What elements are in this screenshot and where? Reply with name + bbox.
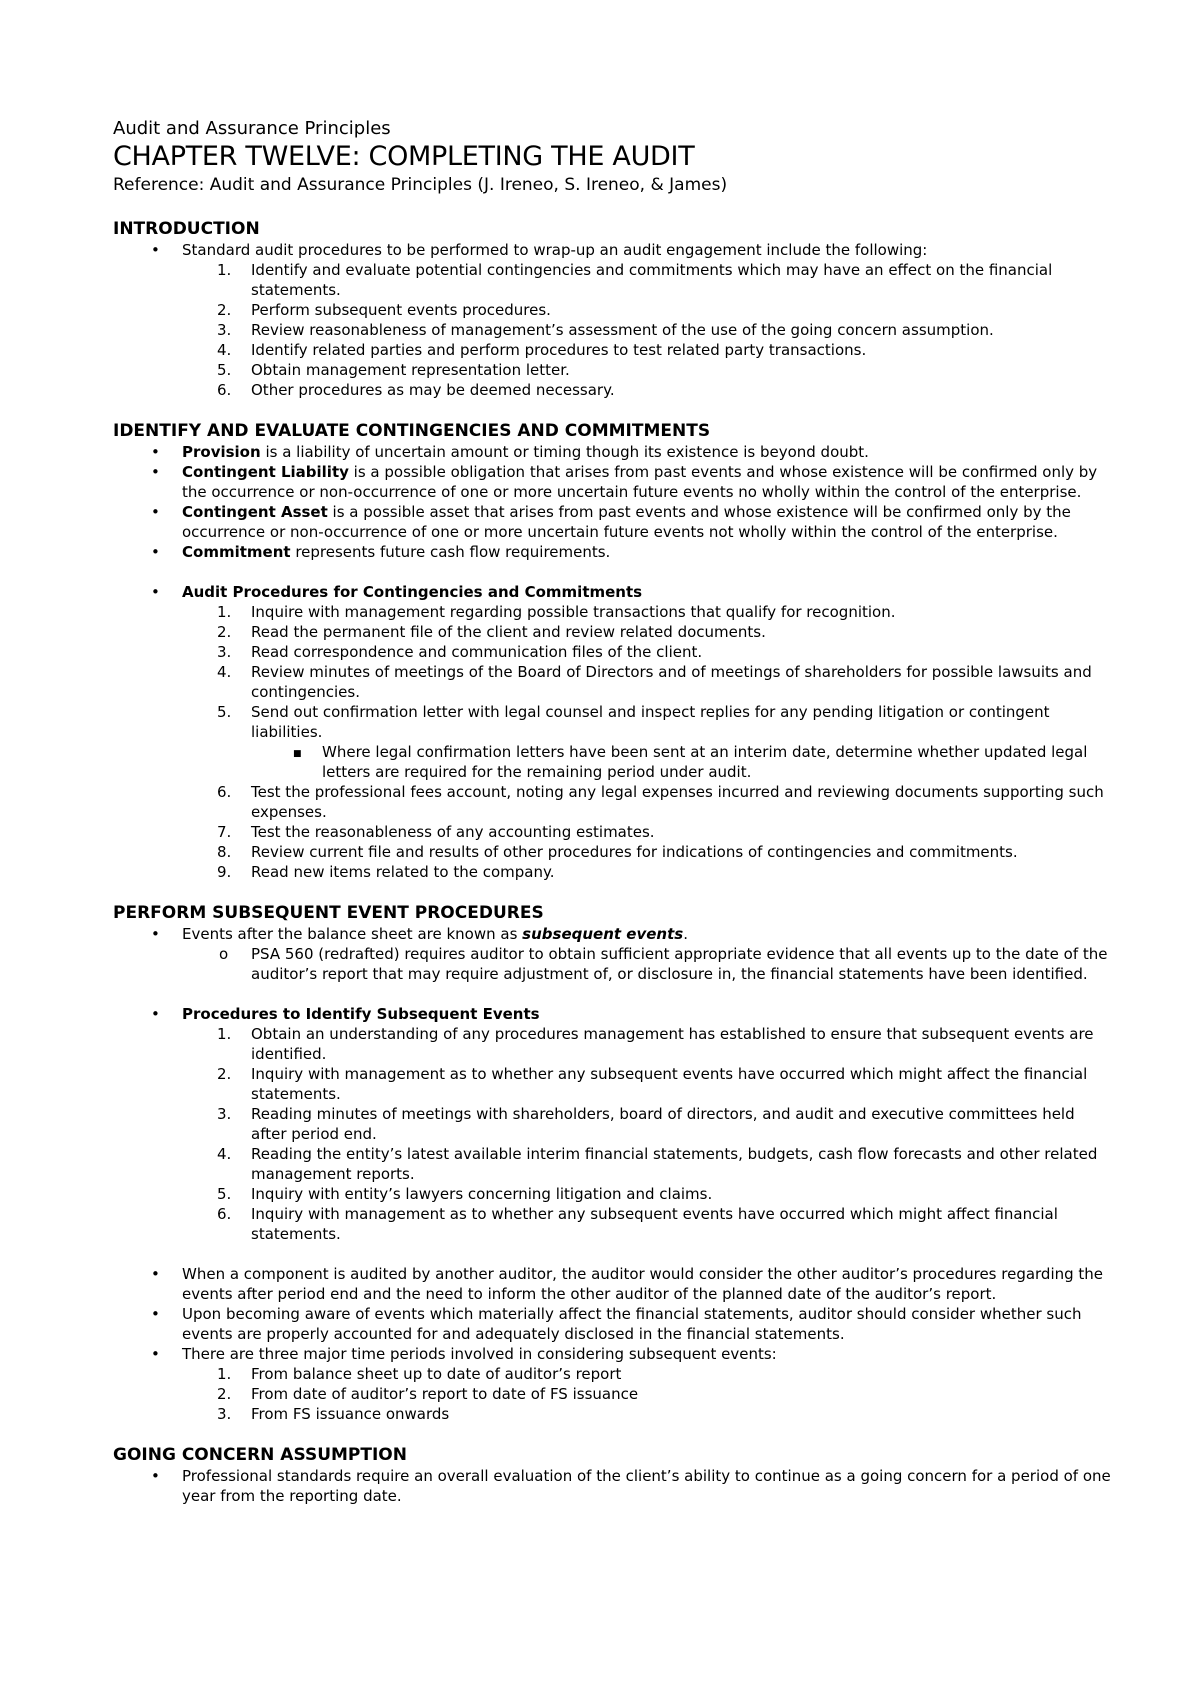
definition-item: • Provision is a liability of uncertain amount or timing though its existence is beyond doubt. xyxy=(151,443,869,461)
subsequent-procedures-block xyxy=(113,1004,1113,1244)
definition-item: • Commitment represents future cash flow requirements. xyxy=(151,543,611,561)
numbered-item: 3. Review reasonableness of management’s assessment of the use of the going concern assumption. xyxy=(217,321,994,339)
numbered-item: 5. Send out confirmation letter with legal counsel and inspect replies for any pending litigation or contingent liabilities. ■ Where legal confirmation letters have been sent at an interim date, determine whether updated legal letters are required for the remaining period under audit. xyxy=(113,702,1113,782)
subsequent-events-list xyxy=(113,924,1113,984)
subsequent-notes-list xyxy=(113,1264,1113,1424)
numbered-item: 2. Inquiry with management as to whether any subsequent events have occurred which might affect the financial statements. xyxy=(217,1065,1088,1103)
numbered-item: 2. Perform subsequent events procedures. xyxy=(217,301,551,319)
definition-term: Contingent Liability xyxy=(182,463,349,481)
section-heading-going-concern: GOING CONCERN ASSUMPTION xyxy=(113,1445,407,1465)
numbered-item: 5. Inquiry with entity’s lawyers concerning litigation and claims. xyxy=(217,1185,713,1203)
subheading-contingency-procedures: Audit Procedures for Contingencies and Commitments xyxy=(182,583,643,601)
numbered-item: 3. Reading minutes of meetings with shareholders, board of directors, and audit and executive committees held after period end. xyxy=(217,1105,1075,1143)
definitions-list xyxy=(113,442,1113,562)
list-item: • There are three major time periods involved in considering subsequent events: 1. From balance sheet up to date of auditor’s report 2. From date of auditor’s report to date of FS issuance 3. From FS issuance onwards xyxy=(113,1344,1113,1424)
definition-term: Commitment xyxy=(182,543,291,561)
list-item: • When a component is audited by another auditor, the auditor would consider the other auditor’s procedures regarding the events after period end and the need to inform the other auditor of the planned date of the auditor’s report. xyxy=(151,1265,1104,1303)
subsequent-procedures-list xyxy=(182,1024,1113,1244)
list-item: • Audit Procedures for Contingencies and Commitments 1. Inquire with management regarding possible transactions that qualify for recognition. 2. Read the permanent file of the client and review related documents. 3. Read correspondence and communication files of the client. 4. Review minutes of meetings of the Board of Directors and of meetings of shareholders for possible lawsuits and contingencies. 5. Send out confirmation letter with legal counsel and inspect replies for any pending litigation or contingent liabilities. ■ Where legal confirmation letters have been sent at an interim date, determine whether updated legal letters are required for the remaining period under audit. 6. Test the professional fees account, noting any legal expenses incurred and reviewing documents supporting such expenses. 7. Test the reasonableness of any accounting estimates. 8. Review current file and results of other procedures for indications of contingencies and commitments. 9. Read new items related to the company. xyxy=(113,582,1113,882)
list-item: • Professional standards require an overall evaluation of the client’s ability to continue as a going concern for a period of one year from the reporting date. xyxy=(151,1467,1111,1505)
definition-term: Contingent Asset xyxy=(182,503,328,521)
contingency-procedures-block xyxy=(113,582,1113,882)
numbered-item: 1. Inquire with management regarding possible transactions that qualify for recognition. xyxy=(217,603,896,621)
numbered-item: 1. From balance sheet up to date of auditor’s report xyxy=(217,1365,622,1383)
contingency-procedures-list xyxy=(182,602,1113,882)
sub-bullet-list xyxy=(251,742,1113,782)
list-item: • Procedures to Identify Subsequent Events 1. Obtain an understanding of any procedures management has established to ensure that subsequent events are identified. 2. Inquiry with management as to whether any subsequent events have occurred which might affect the financial statements. 3. Reading minutes of meetings with shareholders, board of directors, and audit and executive committees held after period end. 4. Reading the entity’s latest available interim financial statements, budgets, cash flow forecasts and other related management reports. 5. Inquiry with entity’s lawyers concerning litigation and claims. 6. Inquiry with management as to whether any subsequent events have occurred which might affect financial statements. xyxy=(113,1004,1113,1244)
going-concern-list xyxy=(113,1466,1113,1506)
numbered-item: 9. Read new items related to the company. xyxy=(217,863,555,881)
section-heading-contingencies: IDENTIFY AND EVALUATE CONTINGENCIES AND COMMITMENTS xyxy=(113,421,711,441)
introduction-list xyxy=(113,240,1113,400)
numbered-item: 2. From date of auditor’s report to date of FS issuance xyxy=(217,1385,639,1403)
definition-item: • Contingent Liability is a possible obligation that arises from past events and whose existence will be confirmed only by the occurrence or non-occurrence of one or more uncertain future events no wholly within the control of the enterprise. xyxy=(151,463,1098,501)
chapter-title: CHAPTER TWELVE: COMPLETING THE AUDIT xyxy=(113,141,695,172)
sub-circle-list xyxy=(182,944,1113,984)
numbered-item: 4. Identify related parties and perform procedures to test related party transactions. xyxy=(217,341,867,359)
wrap-up-procedures-list xyxy=(182,260,1113,400)
list-item-text: Standard audit procedures to be performed to wrap-up an audit engagement include the following: xyxy=(182,241,928,259)
numbered-item: 3. Read correspondence and communication files of the client. xyxy=(217,643,703,661)
subheading-subsequent-procedures: Procedures to Identify Subsequent Events xyxy=(182,1005,540,1023)
numbered-item: 7. Test the reasonableness of any accounting estimates. xyxy=(217,823,655,841)
numbered-item: 5. Obtain management representation letter. xyxy=(217,361,570,379)
section-heading-subsequent-events: PERFORM SUBSEQUENT EVENT PROCEDURES xyxy=(113,903,544,923)
emphasized-term: subsequent events xyxy=(522,925,684,943)
section-heading-introduction: INTRODUCTION xyxy=(113,219,260,239)
list-item: • Events after the balance sheet are known as subsequent events. o PSA 560 (redrafted) requires auditor to obtain sufficient appropriate evidence that all events up to the date of the auditor’s report that may require adjustment of, or disclosure in, the financial statements have been identified. xyxy=(113,924,1113,984)
numbered-item: 1. Obtain an understanding of any procedures management has established to ensure that subsequent events are identified. xyxy=(217,1025,1094,1063)
numbered-item: 8. Review current file and results of other procedures for indications of contingencies and commitments. xyxy=(217,843,1018,861)
document-page xyxy=(113,118,1113,1506)
time-periods-list xyxy=(182,1364,1113,1424)
numbered-item: 3. From FS issuance onwards xyxy=(217,1405,450,1423)
numbered-item: 6. Test the professional fees account, noting any legal expenses incurred and reviewing documents supporting such expenses. xyxy=(217,783,1104,821)
list-item xyxy=(113,240,1113,400)
bullet-marker: • xyxy=(151,241,160,259)
numbered-item: 1. Identify and evaluate potential contingencies and commitments which may have an effect on the financial statements. xyxy=(217,261,1053,299)
numbered-item: 4. Reading the entity’s latest available interim financial statements, budgets, cash flow forecasts and other related management reports. xyxy=(217,1145,1098,1183)
list-item: • Upon becoming aware of events which materially affect the financial statements, auditor should consider whether such events are properly accounted for and adequately disclosed in the financial statements. xyxy=(151,1305,1082,1343)
definition-term: Provision xyxy=(182,443,261,461)
numbered-item: 6. Inquiry with management as to whether any subsequent events have occurred which might affect financial statements. xyxy=(217,1205,1058,1243)
sub-circle-item: o PSA 560 (redrafted) requires auditor to obtain sufficient appropriate evidence that all events up to the date of the auditor’s report that may require adjustment of, or disclosure in, the financial statements have been identified. xyxy=(219,945,1108,983)
numbered-item: 4. Review minutes of meetings of the Board of Directors and of meetings of shareholders for possible lawsuits and contingencies. xyxy=(217,663,1092,701)
reference-line: Reference: Audit and Assurance Principles (J. Ireneo, S. Ireneo, & James) xyxy=(113,175,728,195)
sub-bullet-item: ■ Where legal confirmation letters have been sent at an interim date, determine whether updated legal letters are required for the remaining period under audit. xyxy=(293,743,1088,781)
definition-item: • Contingent Asset is a possible asset that arises from past events and whose existence will be confirmed only by the occurrence or non-occurrence of one or more uncertain future events not wholly within the control of the enterprise. xyxy=(151,503,1071,541)
course-subject: Audit and Assurance Principles xyxy=(113,118,391,139)
numbered-item: 6. Other procedures as may be deemed necessary. xyxy=(217,381,615,399)
numbered-item: 2. Read the permanent file of the client and review related documents. xyxy=(217,623,766,641)
